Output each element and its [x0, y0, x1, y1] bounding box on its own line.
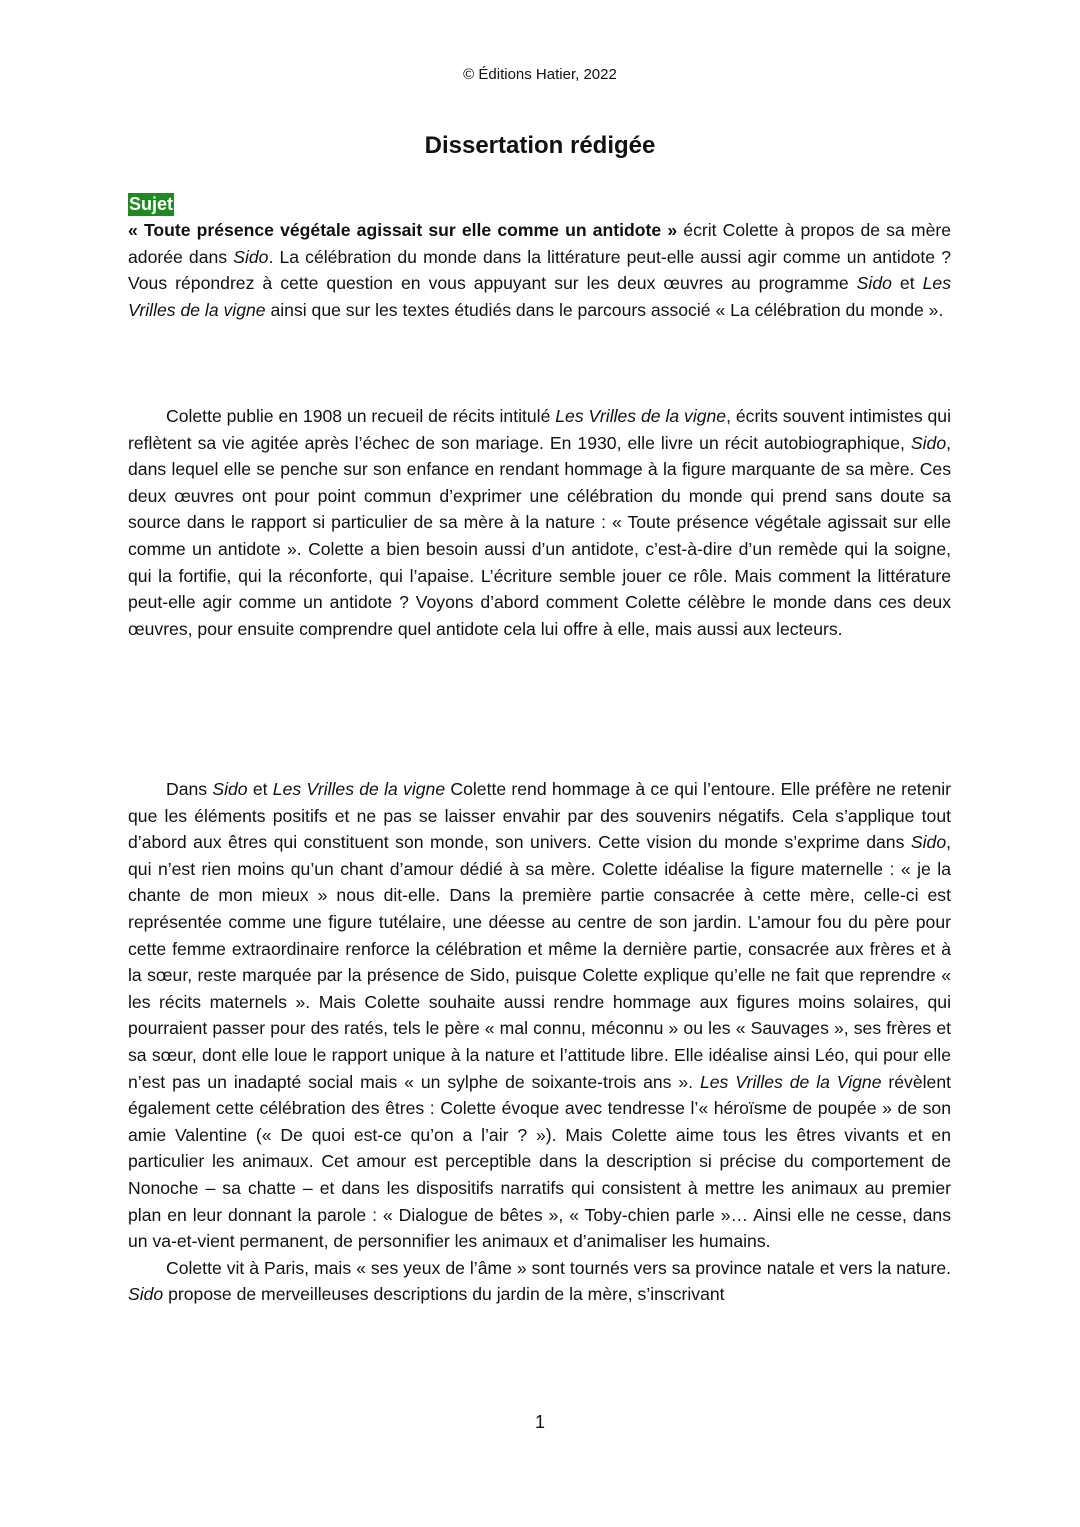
italic-title-text: Sido [233, 246, 269, 267]
body-paragraph-2 [128, 1255, 951, 1308]
subject-paragraph [128, 217, 951, 323]
italic-title-text: Les Vrilles de la vigne [128, 273, 952, 320]
text-segment: écrit Colette à propos de sa mère adorée dans [128, 220, 951, 267]
italic-title-text: Sido [128, 1284, 164, 1305]
text-segment: Colette vit à Paris, mais « ses yeux de l’âme » sont tournés vers sa province natale et vers la nature. [166, 1257, 951, 1278]
text-segment: Colette publie en 1908 un recueil de récits intitulé [166, 406, 556, 426]
italic-title-text: Sido [212, 779, 248, 799]
italic-title-text: Les Vrilles de la Vigne [699, 1071, 882, 1092]
text-segment: , dans lequel elle se penche sur son enfance en rendant hommage à la figure marquante de sa mère. Ces deux œuvres ont pour point commun d’exprimer une célébration du monde qui prend sans doute sa source dans le rapport si particulier de sa mère à la nature : « Toute présence végétale agissait sur elle comme un antidote ». Colette a bien besoin aussi d’un antidote, c’est-à-dire d’un remède qui la soigne, qui la fortifie, qui la réconforte, qui l’apaise. L’écriture semble jouer ce rôle. Mais comment la littérature peut-elle agir comme un antidote ? Voyons d’abord comment Colette célèbre le monde dans ces deux œuvres, pour ensuite comprendre quel antidote cela lui offre à elle, mais aussi aux lecteurs. [128, 432, 951, 639]
body-section [128, 776, 951, 1308]
italic-title-text: Sido [910, 432, 947, 453]
text-segment: et [891, 273, 923, 294]
text-segment: et [247, 779, 273, 799]
body-paragraph-1 [128, 776, 951, 1255]
page-title: Dissertation rédigée [424, 132, 656, 159]
italic-title-text: Les Vrilles de la vigne [555, 406, 727, 426]
text-segment: révèlent également cette célébration des êtres : Colette évoque avec tendresse l’« héroïsme de poupée » de son amie Valentine (« De quoi est-ce qu’on a l’air ? »). Mais Colette aime tous les êtres vivants et en particulier les animaux. Cet amour est perceptible dans la description si précise du comportement de Nonoche – sa chatte – et dans les dispositifs narratifs qui consistent à mettre les animaux au premier plan en leur donnant la parole : « Dialogue de bêtes », « Toby-chien parle »… Ainsi elle ne cesse, dans un va-et-vient permanent, de personnifier les animaux et d’animaliser les humains. [128, 1071, 951, 1252]
italic-title-text: Les Vrilles de la vigne [272, 779, 446, 799]
text-segment: , qui n’est rien moins qu’un chant d’amour dédié à sa mère. Colette idéalise la figure maternelle : « je la chante de mon mieux » nous dit-elle. Dans la première partie consacrée à cette mère, celle-ci est représentée comme une figure tutélaire, une déesse au centre de son jardin. L’amour fou du père pour cette femme extraordinaire renforce la célébration et même la dernière partie, consacrée aux frères et à la sœur, reste marquée par la présence de Sido, puisque Colette explique qu’elle ne fait que reprendre « les récits maternels ». Mais Colette souhaite aussi rendre hommage aux figures moins solaires, qui pourraient passer pour des ratés, tels le père « mal connu, méconnu » ou les « Sauvages », ses frères et sa sœur, dont elle loue le rapport unique à la nature et l’attitude libre. Elle idéalise ainsi Léo, qui pour elle n’est pas un inadapté social mais « un sylphe de soixante-trois ans ». [128, 832, 951, 1092]
text-segment: propose de merveilleuses descriptions du jardin de la mère, s’inscrivant [163, 1284, 725, 1305]
italic-title-text: Sido [910, 832, 947, 853]
text-segment: ainsi que sur les textes étudiés dans le parcours associé « La célébration du monde ». [265, 299, 944, 320]
text-segment: Colette rend hommage à ce qui l’entoure. Elle préfère ne retenir que les éléments positifs et ne pas se laisser envahir par des souvenirs négatifs. Cela s’applique tout d’abord aux êtres qui constituent son monde, son univers. Cette vision du monde s’exprime dans [128, 779, 951, 853]
text-segment: . La célébration du monde dans la littérature peut-elle aussi agir comme un antidote ? Vous répondrez à cette question en vous appuyant sur les deux œuvres au programme [128, 246, 951, 294]
text-segment: , écrits souvent intimistes qui reflètent sa vie agitée après l’échec de son mariage. En 1930, elle livre un récit autobiographique, [128, 406, 951, 453]
sujet-label: Sujet [129, 194, 174, 214]
text-segment: Dans [166, 779, 213, 799]
page-number: 1 [534, 1412, 545, 1432]
italic-title-text: Sido [856, 273, 892, 294]
introduction-paragraph [128, 403, 951, 642]
copyright-header: © Éditions Hatier, 2022 [463, 66, 617, 83]
bold-quote-text: « Toute présence végétale agissait sur elle comme un antidote » [128, 220, 678, 240]
